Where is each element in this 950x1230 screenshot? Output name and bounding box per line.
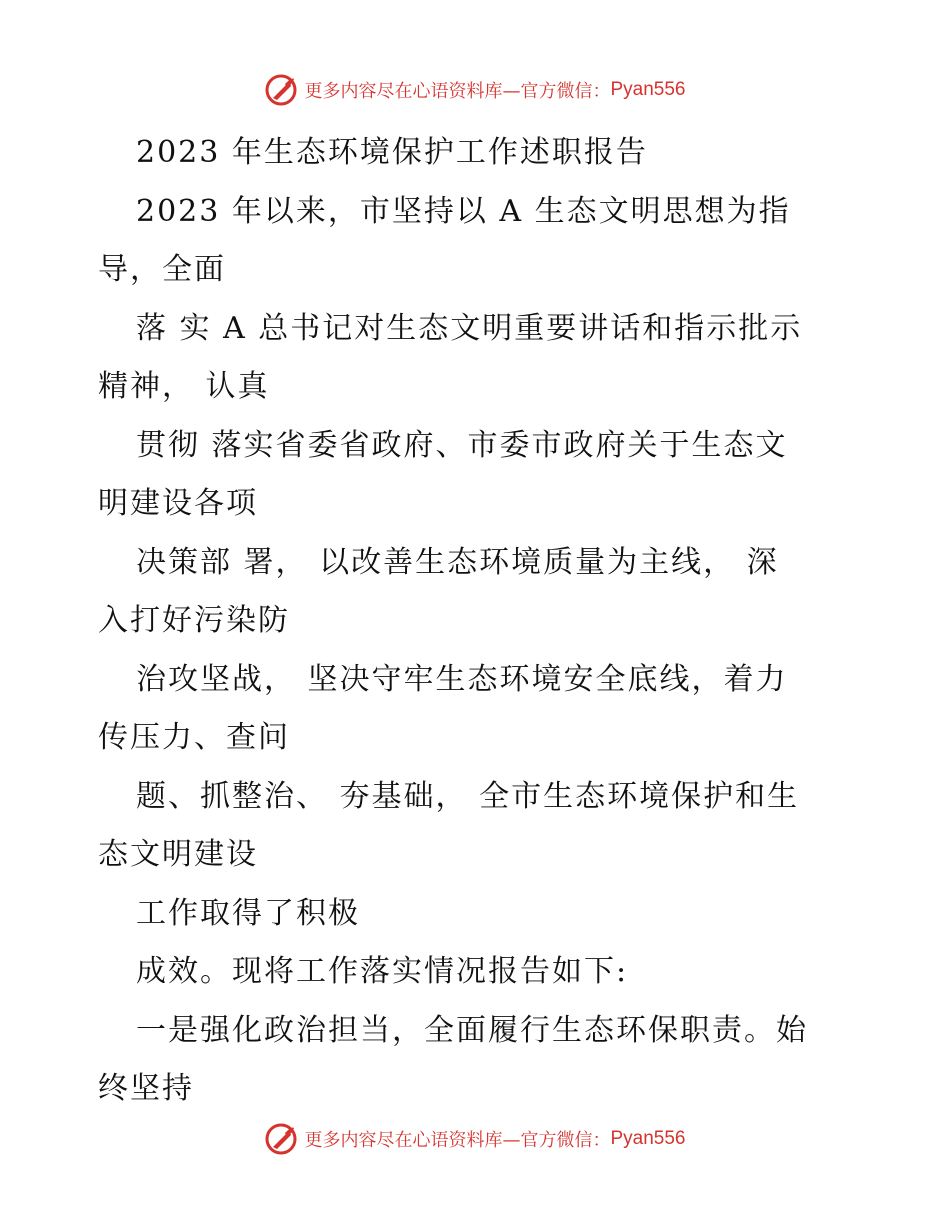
paragraph-line: 贯彻 落实省委省政府、市委市政府关于生态文 bbox=[136, 427, 788, 463]
paragraph-line: 2023 年以来，市坚持以 A 生态文明思想为指 bbox=[136, 193, 791, 229]
paragraph-line: 精神， 认真 bbox=[98, 369, 270, 404]
paragraph-line: 入打好污染防 bbox=[98, 603, 290, 638]
paragraph-line: 一是强化政治担当，全面履行生态环保职责。始 bbox=[136, 1012, 808, 1048]
paragraph-line: 成效。现将工作落实情况报告如下: bbox=[136, 954, 629, 989]
document-body bbox=[98, 124, 858, 1119]
paragraph-line: 决策部 署， 以改善生态环境质量为主线， 深 bbox=[136, 544, 779, 580]
paragraph-line: 落 实 A 总书记对生态文明重要讲话和指示批示 bbox=[136, 310, 803, 346]
paragraph-line: 工作取得了积极 bbox=[136, 895, 360, 931]
header-banner bbox=[0, 68, 950, 112]
paragraph-line: 治攻坚战， 坚决守牢生态环境安全底线，着力 bbox=[136, 661, 788, 697]
paragraph-line: 态文明建设 bbox=[98, 837, 258, 872]
banner-text: 更多内容尽在心语资料库—官方微信： bbox=[304, 1130, 611, 1151]
footer-banner bbox=[0, 1117, 950, 1161]
banner-text: 更多内容尽在心语资料库—官方微信： bbox=[304, 81, 611, 102]
document-title: 2023 年生态环境保护工作述职报告 bbox=[136, 135, 648, 170]
banner-contact: Pyan556 bbox=[610, 1128, 686, 1149]
paragraph-line: 题、抓整治、 夯基础， 全市生态环境保护和生 bbox=[136, 778, 800, 814]
banner-contact: Pyan556 bbox=[610, 79, 686, 100]
quill-logo-icon bbox=[264, 1122, 298, 1156]
paragraph-line: 明建设各项 bbox=[98, 486, 258, 521]
paragraph-line: 导，全面 bbox=[98, 252, 226, 287]
quill-logo-icon bbox=[264, 73, 298, 107]
paragraph-line: 传压力、查问 bbox=[98, 720, 290, 755]
paragraph-line: 终坚持 bbox=[98, 1071, 194, 1106]
